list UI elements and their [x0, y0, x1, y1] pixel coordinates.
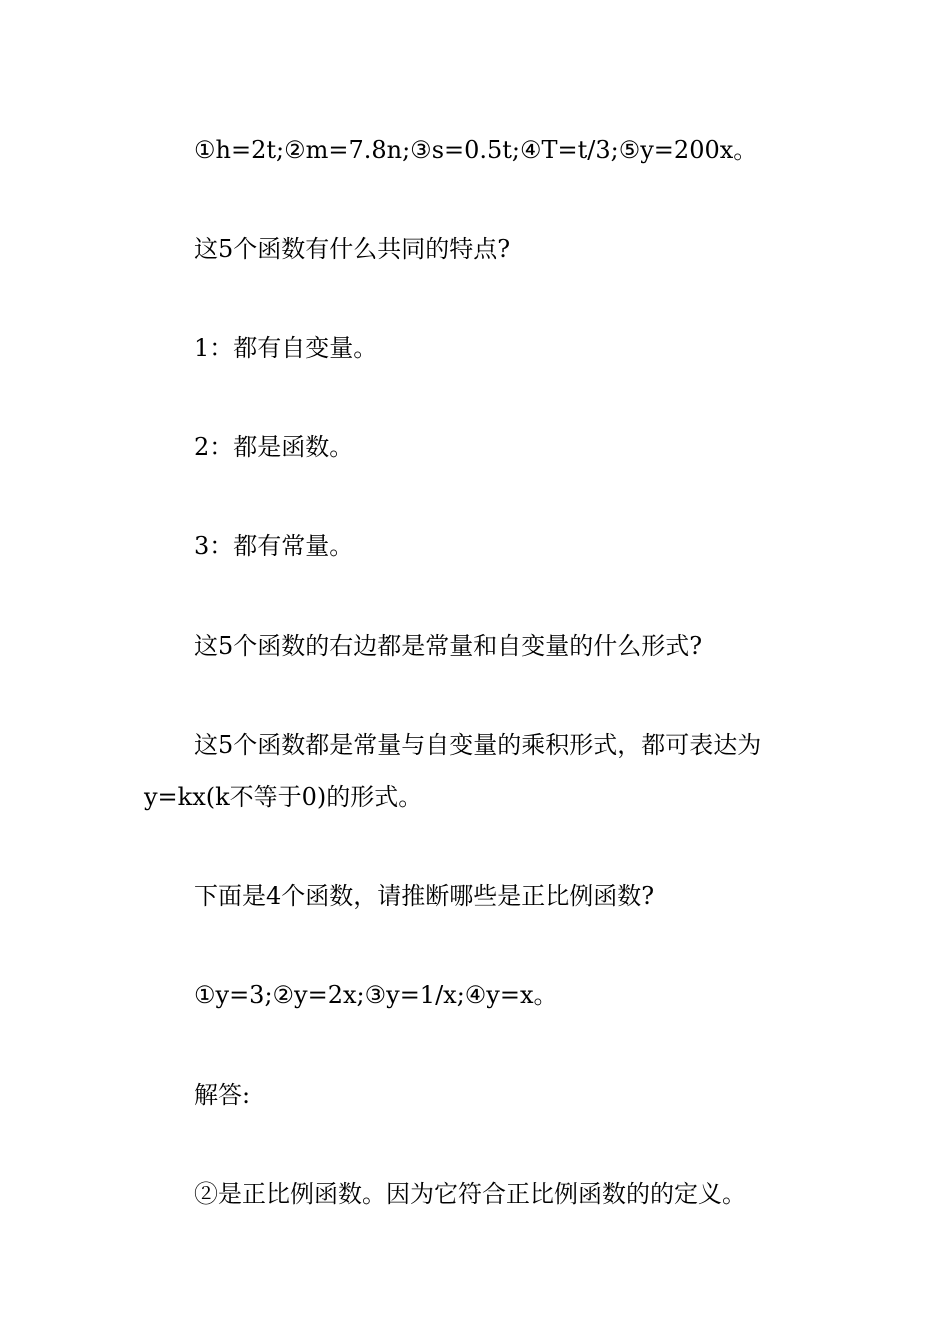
answer-point-2: 2：都是函数。: [194, 433, 354, 461]
question-common-features: 这5个函数有什么共同的特点?: [194, 235, 511, 263]
function-list-paragraph: ①h=2t;②m=7.8n;③s=0.5t;④T=t/3;⑤y=200x。: [194, 136, 758, 164]
answer-point-3: 3：都有常量。: [194, 532, 354, 560]
question-identify-proportional: 下面是4个函数，请推断哪些是正比例函数?: [194, 882, 655, 910]
question-right-side-form: 这5个函数的右边都是常量和自变量的什么形式?: [194, 632, 703, 660]
answer-heading: 解答:: [194, 1081, 251, 1109]
answer-point-1: 1：都有自变量。: [194, 334, 378, 362]
explanation-line-1: 这5个函数都是常量与自变量的乘积形式，都可表达为: [194, 731, 762, 759]
answer-text: ②是正比例函数。因为它符合正比例函数的的定义。: [194, 1180, 746, 1208]
explanation-line-2: y=kx(k不等于0)的形式。: [144, 783, 423, 811]
candidate-function-list: ①y=3;②y=2x;③y=1/x;④y=x。: [194, 981, 558, 1009]
